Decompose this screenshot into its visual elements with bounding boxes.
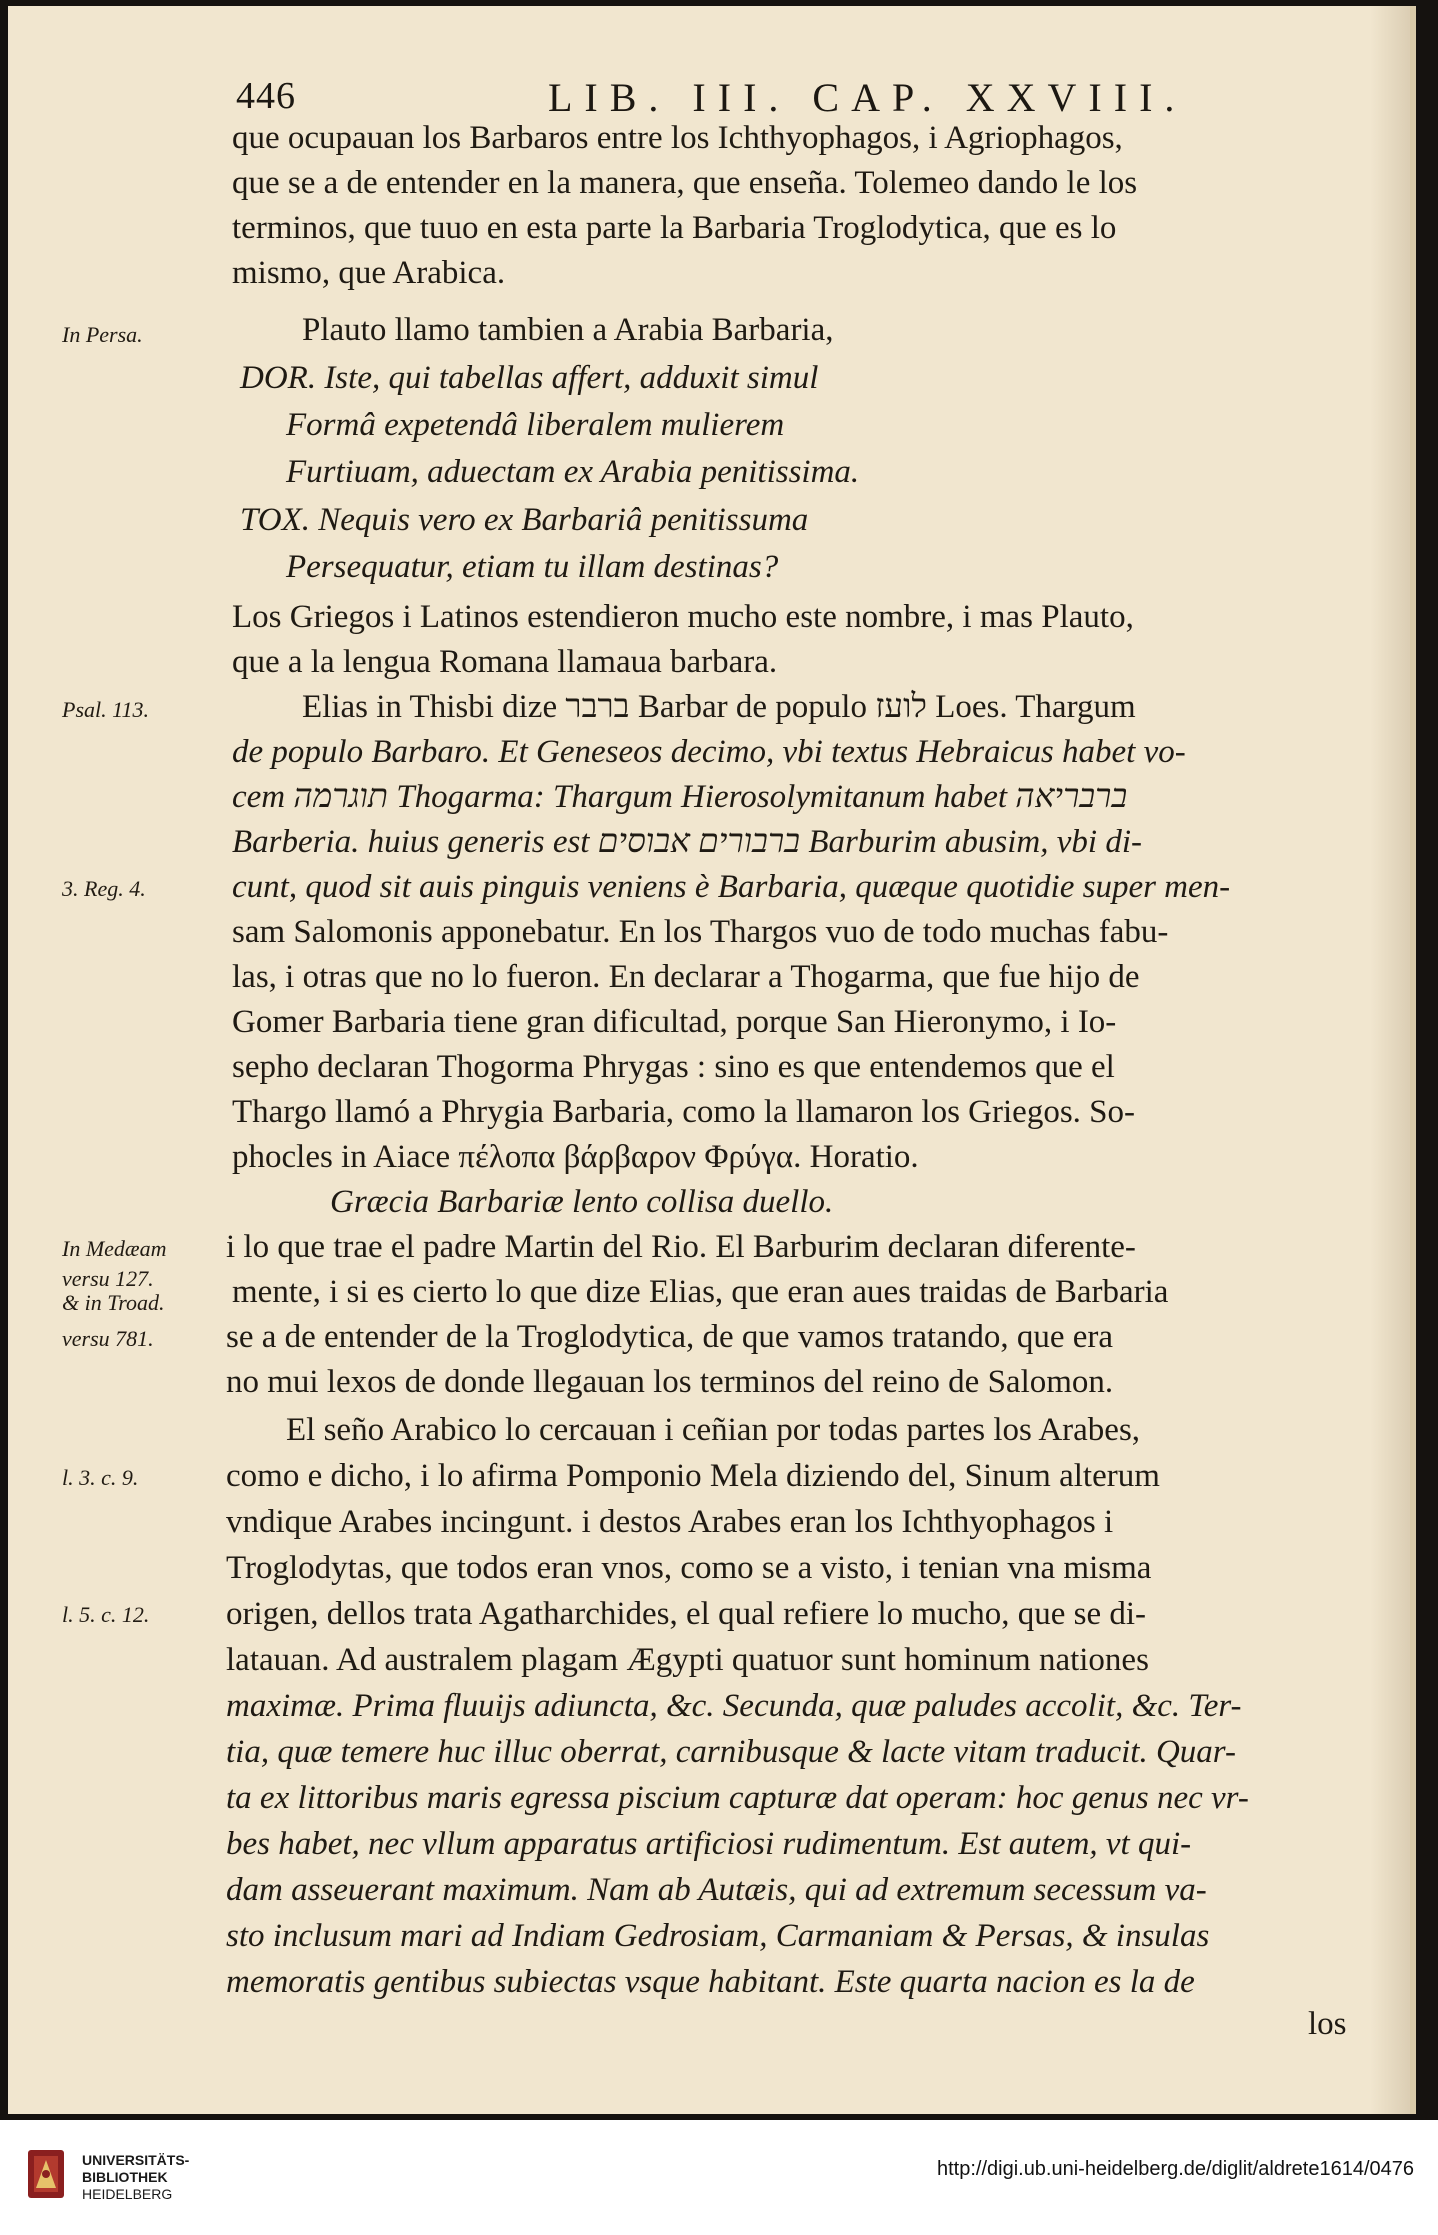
text-line: ta ex littoribus maris egressa piscium capturæ dat operam: hoc genus nec vr- [226, 1780, 1249, 1816]
text-line: bes habet, nec vllum apparatus artificiosi rudimentum. Est autem, vt qui- [226, 1826, 1192, 1862]
text-line: sepho declaran Thogorma Phrygas : sino es que entendemos que el [232, 1049, 1115, 1085]
text-line: que ocupauan los Barbaros entre los Ichthyophagos, i Agriophagos, [232, 120, 1123, 156]
permalink-url[interactable]: http://digi.ub.uni-heidelberg.de/diglit/aldrete1614/0476 [936, 2158, 1414, 2180]
text-line: latauan. Ad australem plagam Ægypti quatuor sunt hominum nationes [226, 1642, 1149, 1678]
text-line: que a la lengua Romana llamaua barbara. [232, 644, 778, 680]
text-line: dam asseuerant maximum. Nam ab Autæis, qui ad extremum secessum va- [226, 1872, 1207, 1908]
text-line: terminos, que tuuo en esta parte la Barbaria Troglodytica, que es lo [232, 210, 1117, 246]
margin-note: l. 3. c. 9. [62, 1465, 139, 1490]
text-line: Furtiuam, aduectam ex Arabia penitissima. [286, 454, 860, 490]
text-line: Elias in Thisbi dize ברבר Barbar de populo לועז Loes. Thargum [302, 689, 1136, 725]
footer-bar [0, 2120, 1438, 2235]
text-line: vndique Arabes incingunt. i destos Arabes eran los Ichthyophagos i [226, 1504, 1114, 1540]
university-seal-icon [26, 2148, 66, 2200]
text-line: Gomer Barbaria tiene gran dificultad, porque San Hieronymo, i Io- [232, 1004, 1117, 1040]
text-line: mismo, que Arabica. [232, 255, 506, 291]
text-line: DOR. Iste, qui tabellas affert, adduxit simul [240, 360, 819, 396]
text-line: Plauto llamo tambien a Arabia Barbaria, [302, 312, 834, 348]
text-line: cem תוגרמה Thogarma: Thargum Hierosolymitanum habet ברבריאה [232, 779, 1128, 815]
text-line: como e dicho, i lo afirma Pomponio Mela diziendo del, Sinum alterum [226, 1458, 1160, 1494]
library-name-line: UNIVERSITÄTS- [82, 2152, 190, 2168]
library-name-line: BIBLIOTHEK [82, 2169, 168, 2185]
text-line: Barberia. huius generis est ברבורים אבוסים Barburim abusim, vbi di- [232, 824, 1142, 860]
text-line: maximæ. Prima fluuijs adiuncta, &c. Secunda, quæ paludes accolit, &c. Ter- [226, 1688, 1242, 1724]
text-line: phocles in Aiace πέλοπα βάρβαρον Φρύγα. Horatio. [232, 1139, 919, 1175]
text-line: TOX. Nequis vero ex Barbariâ penitissuma [240, 502, 809, 538]
text-line: mente, i si es cierto lo que dize Elias, que eran aues traidas de Barbaria [232, 1274, 1169, 1310]
text-line: Formâ expetendâ liberalem mulierem [286, 407, 785, 443]
margin-note: l. 5. c. 12. [62, 1602, 150, 1627]
text-line: Los Griegos i Latinos estendieron mucho este nombre, i mas Plauto, [232, 599, 1134, 635]
text-line: se a de entender de la Troglodytica, de que vamos tratando, que era [226, 1319, 1114, 1355]
running-head: LIB. III. CAP. XXVIII. [548, 75, 1187, 120]
text-line: sam Salomonis apponebatur. En los Thargos vuo de todo muchas fabu- [232, 914, 1169, 950]
text-line: Persequatur, etiam tu illam destinas? [286, 549, 779, 585]
margin-note: Psal. 113. [62, 697, 149, 722]
text-line: tia, quæ temere huc illuc oberrat, carnibusque & lacte vitam traducit. Quar- [226, 1734, 1236, 1770]
text-line: i lo que trae el padre Martin del Rio. El Barburim declaran diferente- [226, 1229, 1136, 1265]
text-line: de populo Barbaro. Et Geneseos decimo, vbi textus Hebraicus habet vo- [232, 734, 1186, 770]
margin-note: In Persa. [62, 322, 143, 347]
catchword: los [1308, 2006, 1347, 2042]
library-name-line: HEIDELBERG [82, 2186, 173, 2202]
text-line: Troglodytas, que todos eran vnos, como se a visto, i tenian vna misma [226, 1550, 1152, 1586]
text-line: Græcia Barbariæ lento collisa duello. [330, 1184, 834, 1220]
margin-note: In Medæam [62, 1236, 167, 1261]
margin-note: 3. Reg. 4. [62, 876, 146, 901]
text-line: sto inclusum mari ad Indiam Gedrosiam, Carmaniam & Persas, & insulas [226, 1918, 1210, 1954]
text-line: las, i otras que no lo fueron. En declarar a Thogarma, que fue hijo de [232, 959, 1140, 995]
margin-note: versu 781. [62, 1326, 154, 1351]
text-line: no mui lexos de donde llegauan los terminos del reino de Salomon. [226, 1364, 1114, 1400]
page-number: 446 [236, 75, 296, 117]
text-line: que se a de entender en la manera, que enseña. Tolemeo dando le los [232, 165, 1138, 201]
text-line: memoratis gentibus subiectas vsque habitant. Este quarta nacion es la de [226, 1964, 1195, 2000]
margin-note: & in Troad. [62, 1290, 165, 1315]
margin-note: versu 127. [62, 1266, 154, 1291]
text-line: Thargo llamó a Phrygia Barbaria, como la llamaron los Griegos. So- [232, 1094, 1136, 1130]
text-line: El seño Arabico lo cercauan i ceñian por todas partes los Arabes, [286, 1412, 1141, 1448]
text-line: cunt, quod sit auis pinguis veniens è Barbaria, quæque quotidie super men- [232, 869, 1231, 905]
text-line: origen, dellos trata Agatharchides, el qual refiere lo mucho, que se di- [226, 1596, 1147, 1632]
library-name [82, 2152, 189, 2203]
